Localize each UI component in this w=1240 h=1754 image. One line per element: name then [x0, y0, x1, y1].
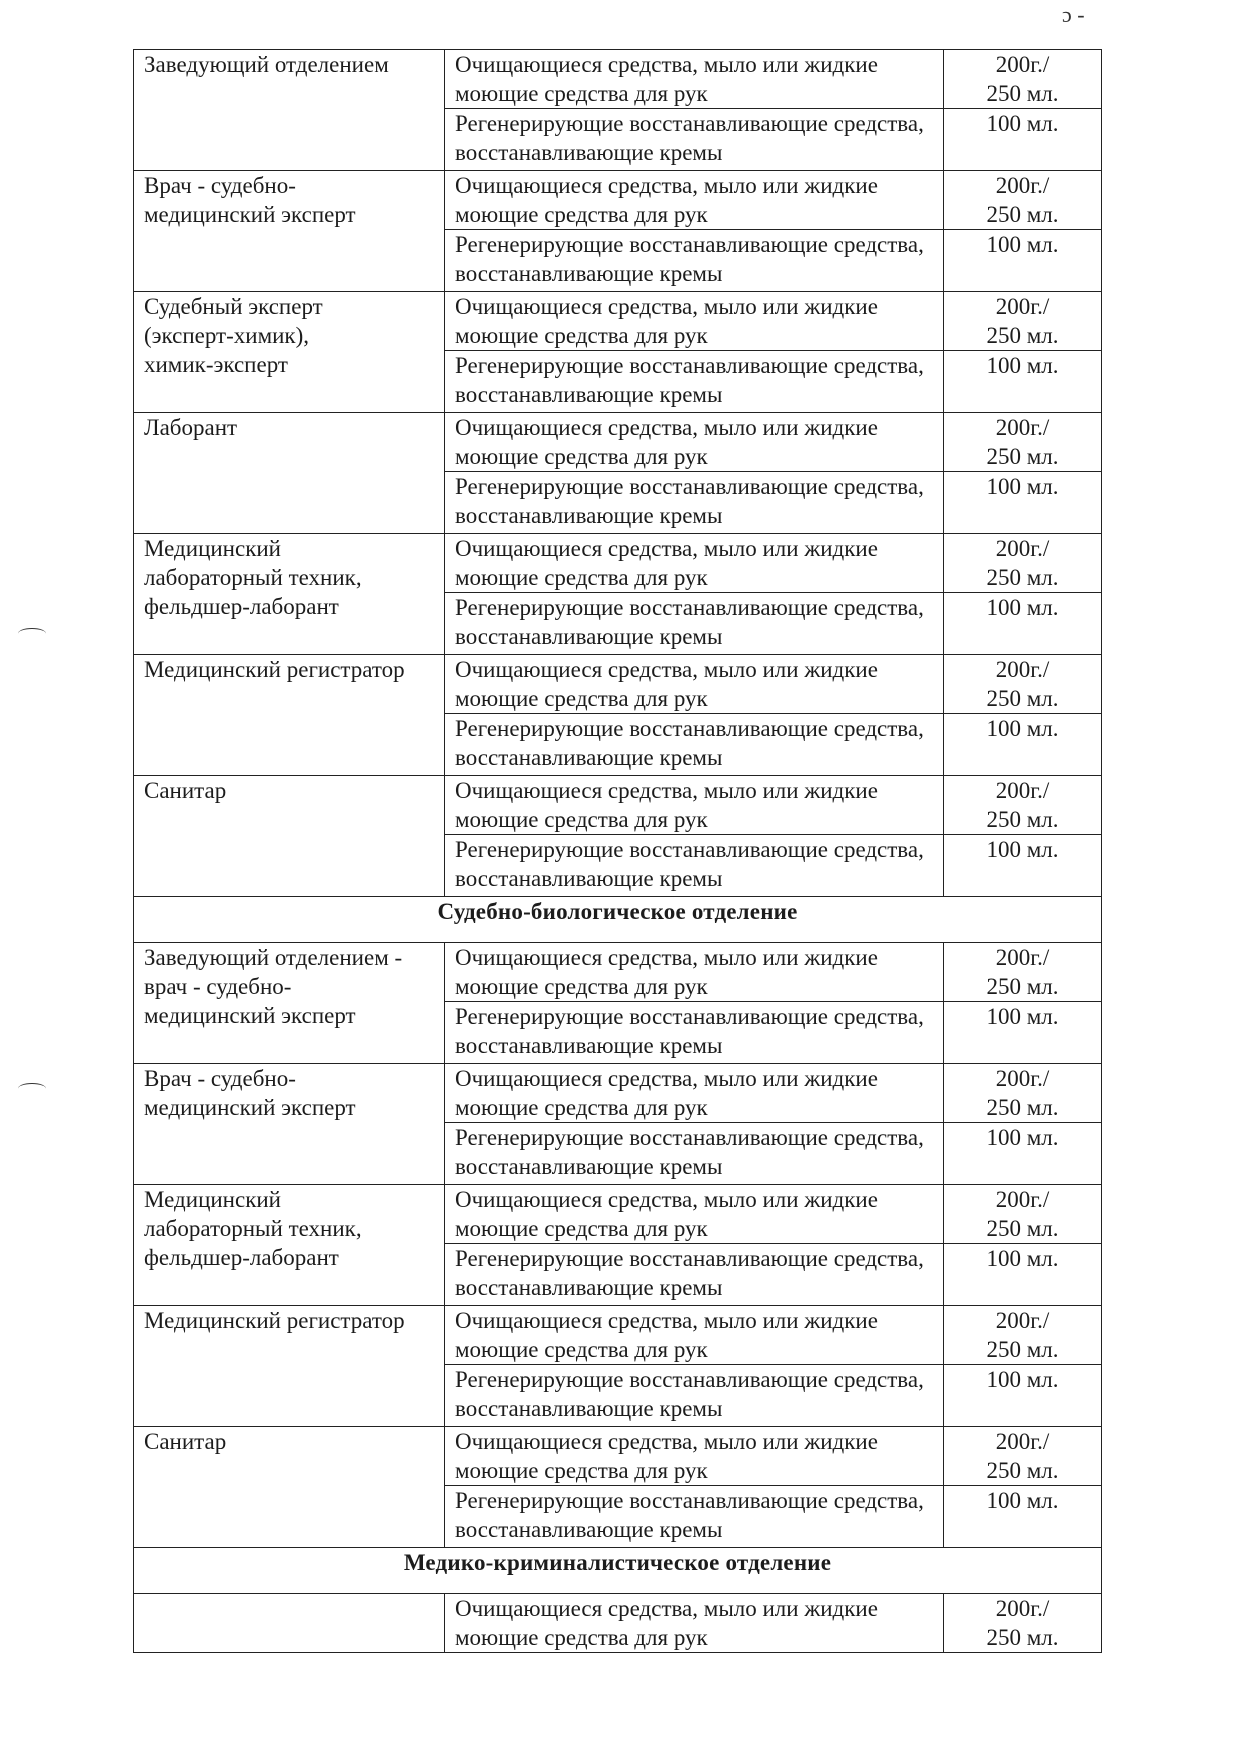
table-row: [134, 776, 1102, 835]
item-cell: Очищающиеся средства, мыло или жидкие моющие средства для рук: [445, 1427, 944, 1486]
group-block: [134, 1185, 1102, 1306]
norm-cell: 100 мл.: [944, 1365, 1102, 1427]
norm-cell: 200г./ 250 мл.: [944, 171, 1102, 230]
item-cell: Регенерирующие восстанавливающие средства, восстанавливающие кремы: [445, 835, 944, 897]
position-cell: Лаборант: [134, 413, 445, 534]
item-cell: Очищающиеся средства, мыло или жидкие моющие средства для рук: [445, 292, 944, 351]
norm-cell: 100 мл.: [944, 230, 1102, 292]
position-cell: Медицинский лабораторный техник, фельдшер-лаборант: [134, 1185, 445, 1306]
margin-mark: [18, 628, 46, 639]
norm-cell: 200г./ 250 мл.: [944, 292, 1102, 351]
group-block: [134, 171, 1102, 292]
table-row: [134, 413, 1102, 472]
item-cell: Очищающиеся средства, мыло или жидкие моющие средства для рук: [445, 655, 944, 714]
norm-cell: 200г./ 250 мл.: [944, 50, 1102, 109]
norm-cell: 100 мл.: [944, 835, 1102, 897]
item-cell: Очищающиеся средства, мыло или жидкие моющие средства для рук: [445, 534, 944, 593]
item-cell: Очищающиеся средства, мыло или жидкие моющие средства для рук: [445, 1594, 944, 1653]
norm-cell: 100 мл.: [944, 1244, 1102, 1306]
group-block: [134, 413, 1102, 534]
norm-cell: 100 мл.: [944, 1002, 1102, 1064]
group-block: [134, 292, 1102, 413]
table-row: [134, 943, 1102, 1002]
norm-cell: 100 мл.: [944, 714, 1102, 776]
position-cell: Судебный эксперт (эксперт-химик), химик-эксперт: [134, 292, 445, 413]
section-row: [134, 1548, 1102, 1594]
section-block: [134, 897, 1102, 943]
position-cell: Заведующий отделением - врач - судебно- медицинский эксперт: [134, 943, 445, 1064]
table-row: [134, 534, 1102, 593]
position-cell: Врач - судебно- медицинский эксперт: [134, 1064, 445, 1185]
norm-cell: 200г./ 250 мл.: [944, 1185, 1102, 1244]
position-cell: Санитар: [134, 776, 445, 897]
item-cell: Регенерирующие восстанавливающие средства, восстанавливающие кремы: [445, 351, 944, 413]
group-block: [134, 1064, 1102, 1185]
item-cell: Очищающиеся средства, мыло или жидкие моющие средства для рук: [445, 171, 944, 230]
section-heading: Судебно-биологическое отделение: [134, 897, 1102, 943]
norm-cell: 200г./ 250 мл.: [944, 1306, 1102, 1365]
norm-cell: 100 мл.: [944, 1486, 1102, 1548]
item-cell: Очищающиеся средства, мыло или жидкие моющие средства для рук: [445, 50, 944, 109]
norm-cell: 100 мл.: [944, 593, 1102, 655]
norm-cell: 100 мл.: [944, 1123, 1102, 1185]
norm-cell: 200г./ 250 мл.: [944, 776, 1102, 835]
section-row: [134, 897, 1102, 943]
table-row: [134, 1306, 1102, 1365]
norm-cell: 200г./ 250 мл.: [944, 413, 1102, 472]
item-cell: Очищающиеся средства, мыло или жидкие моющие средства для рук: [445, 1064, 944, 1123]
table-row: [134, 1427, 1102, 1486]
item-cell: Регенерирующие восстанавливающие средства, восстанавливающие кремы: [445, 472, 944, 534]
table-row: [134, 50, 1102, 109]
position-cell: [134, 1594, 445, 1653]
norm-cell: 200г./ 250 мл.: [944, 1064, 1102, 1123]
table-row: [134, 1185, 1102, 1244]
item-cell: Регенерирующие восстанавливающие средства, восстанавливающие кремы: [445, 714, 944, 776]
norm-cell: 100 мл.: [944, 351, 1102, 413]
item-cell: Очищающиеся средства, мыло или жидкие моющие средства для рук: [445, 413, 944, 472]
group-block: [134, 776, 1102, 897]
table-row: [134, 1594, 1102, 1653]
item-cell: Регенерирующие восстанавливающие средства, восстанавливающие кремы: [445, 230, 944, 292]
norm-cell: 200г./ 250 мл.: [944, 943, 1102, 1002]
table-row: [134, 1064, 1102, 1123]
position-cell: Медицинский регистратор: [134, 655, 445, 776]
item-cell: Очищающиеся средства, мыло или жидкие моющие средства для рук: [445, 1185, 944, 1244]
item-cell: Очищающиеся средства, мыло или жидкие моющие средства для рук: [445, 943, 944, 1002]
section-heading: Медико-криминалистическое отделение: [134, 1548, 1102, 1594]
group-block: [134, 1594, 1102, 1653]
norm-cell: 200г./ 250 мл.: [944, 534, 1102, 593]
norm-cell: 200г./ 250 мл.: [944, 1594, 1102, 1653]
margin-mark: [18, 1083, 46, 1094]
group-block: [134, 655, 1102, 776]
section-block: [134, 1548, 1102, 1594]
page-marker: ɔ -: [1062, 2, 1085, 27]
item-cell: Очищающиеся средства, мыло или жидкие моющие средства для рук: [445, 1306, 944, 1365]
group-block: [134, 1306, 1102, 1427]
norm-cell: 100 мл.: [944, 472, 1102, 534]
item-cell: Регенерирующие восстанавливающие средства, восстанавливающие кремы: [445, 109, 944, 171]
norm-cell: 200г./ 250 мл.: [944, 1427, 1102, 1486]
item-cell: Регенерирующие восстанавливающие средства, восстанавливающие кремы: [445, 1123, 944, 1185]
item-cell: Регенерирующие восстанавливающие средства, восстанавливающие кремы: [445, 1365, 944, 1427]
ppe-norms-table: [133, 49, 1102, 1653]
norm-cell: 200г./ 250 мл.: [944, 655, 1102, 714]
position-cell: Заведующий отделением: [134, 50, 445, 171]
table-row: [134, 171, 1102, 230]
item-cell: Регенерирующие восстанавливающие средства, восстанавливающие кремы: [445, 1486, 944, 1548]
item-cell: Очищающиеся средства, мыло или жидкие моющие средства для рук: [445, 776, 944, 835]
item-cell: Регенерирующие восстанавливающие средства, восстанавливающие кремы: [445, 1002, 944, 1064]
position-cell: Санитар: [134, 1427, 445, 1548]
position-cell: Медицинский лабораторный техник, фельдшер-лаборант: [134, 534, 445, 655]
item-cell: Регенерирующие восстанавливающие средства, восстанавливающие кремы: [445, 593, 944, 655]
position-cell: Медицинский регистратор: [134, 1306, 445, 1427]
table-row: [134, 292, 1102, 351]
group-block: [134, 1427, 1102, 1548]
norm-cell: 100 мл.: [944, 109, 1102, 171]
item-cell: Регенерирующие восстанавливающие средства, восстанавливающие кремы: [445, 1244, 944, 1306]
group-block: [134, 534, 1102, 655]
table-row: [134, 655, 1102, 714]
position-cell: Врач - судебно- медицинский эксперт: [134, 171, 445, 292]
group-block: [134, 943, 1102, 1064]
group-block: [134, 50, 1102, 171]
